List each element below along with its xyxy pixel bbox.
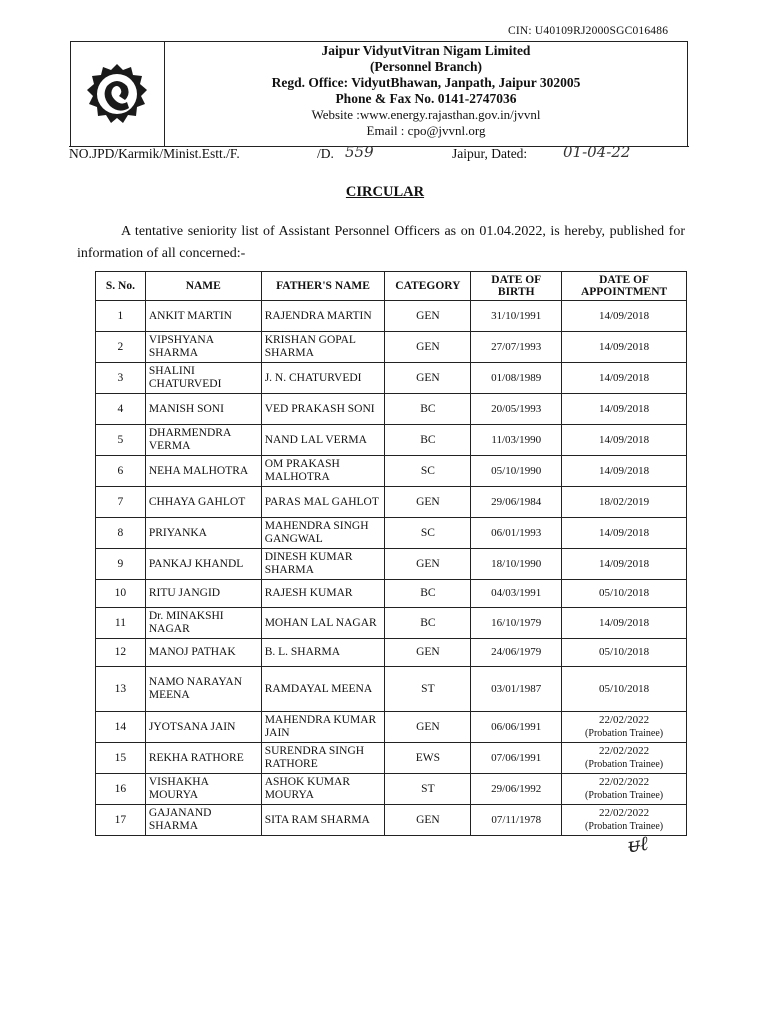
website: Website :www.energy.rajasthan.gov.in/jvvnl: [311, 107, 541, 122]
cell-category: BC: [385, 425, 471, 456]
cell-category: BC: [385, 394, 471, 425]
table-row: [96, 425, 687, 456]
appointment-date: 22/02/2022: [599, 745, 650, 757]
cell-category: GEN: [385, 712, 471, 743]
cell-doa: 14/09/2018: [562, 394, 687, 425]
cell-dob: 05/10/1990: [471, 456, 562, 487]
page-title: CIRCULAR: [345, 184, 425, 200]
cell-dob: 01/08/1989: [471, 363, 562, 394]
table-row: [96, 394, 687, 425]
phone-fax: Phone & Fax No. 0141-2747036: [335, 91, 517, 106]
cell-name: VISHAKHA MOURYA: [145, 774, 261, 805]
table-row: [96, 639, 687, 667]
table-row: [96, 301, 687, 332]
cell-dob: 27/07/1993: [471, 332, 562, 363]
cell-father: NAND LAL VERMA: [261, 425, 385, 456]
cell-category: GEN: [385, 549, 471, 580]
cell-sno: 7: [96, 487, 146, 518]
table-row: [96, 487, 687, 518]
seniority-table: [95, 271, 687, 836]
cell-father: J. N. CHATURVEDI: [261, 363, 385, 394]
table-row: [96, 743, 687, 774]
cell-name: VIPSHYANA SHARMA: [145, 332, 261, 363]
header-name: NAME: [145, 272, 261, 301]
cell-category: ST: [385, 667, 471, 712]
cell-father: MAHENDRA SINGH GANGWAL: [261, 518, 385, 549]
jvvnl-gear-logo-icon: [85, 62, 149, 126]
cell-name: NAMO NARAYAN MEENA: [145, 667, 261, 712]
cell-name: NEHA MALHOTRA: [145, 456, 261, 487]
cell-doa: 18/02/2019: [562, 487, 687, 518]
cell-sno: 13: [96, 667, 146, 712]
probation-note: (Probation Trainee): [585, 759, 664, 770]
cell-doa: [562, 774, 687, 805]
cell-father: KRISHAN GOPAL SHARMA: [261, 332, 385, 363]
cell-dob: 24/06/1979: [471, 639, 562, 667]
letterhead: [70, 41, 688, 146]
header-doa: DATE OF APPOINTMENT: [562, 272, 687, 301]
appointment-date: 22/02/2022: [599, 807, 650, 819]
table-row: [96, 518, 687, 549]
cell-category: GEN: [385, 487, 471, 518]
probation-note: (Probation Trainee): [585, 821, 664, 832]
cell-category: GEN: [385, 363, 471, 394]
cell-father: VED PRAKASH SONI: [261, 394, 385, 425]
cell-category: GEN: [385, 301, 471, 332]
cell-name: MANOJ PATHAK: [145, 639, 261, 667]
cell-sno: 4: [96, 394, 146, 425]
cell-doa: 14/09/2018: [562, 332, 687, 363]
cell-doa: [562, 712, 687, 743]
cell-doa: 05/10/2018: [562, 639, 687, 667]
cell-sno: 12: [96, 639, 146, 667]
probation-note: (Probation Trainee): [585, 728, 664, 739]
cell-father: MAHENDRA KUMAR JAIN: [261, 712, 385, 743]
cin-number: CIN: U40109RJ2000SGC016486: [508, 25, 669, 37]
header-sno: S. No.: [96, 272, 146, 301]
cell-category: SC: [385, 456, 471, 487]
cell-doa: 14/09/2018: [562, 425, 687, 456]
header-father: FATHER'S NAME: [261, 272, 385, 301]
letterhead-text: [165, 43, 687, 139]
email: Email : cpo@jvvnl.org: [366, 123, 486, 138]
cell-dob: 31/10/1991: [471, 301, 562, 332]
cell-doa: 14/09/2018: [562, 518, 687, 549]
table-row: [96, 580, 687, 608]
table-row: [96, 712, 687, 743]
table-row: [96, 608, 687, 639]
cell-doa: [562, 743, 687, 774]
cell-category: EWS: [385, 743, 471, 774]
table-header-row: [96, 272, 687, 301]
cell-name: JYOTSANA JAIN: [145, 712, 261, 743]
cell-sno: 17: [96, 805, 146, 836]
cell-sno: 10: [96, 580, 146, 608]
cell-dob: 04/03/1991: [471, 580, 562, 608]
cell-name: MANISH SONI: [145, 394, 261, 425]
cell-father: SURENDRA SINGH RATHORE: [261, 743, 385, 774]
cell-doa: 14/09/2018: [562, 301, 687, 332]
intro-text: A tentative seniority list of Assistant Personnel Officers as on 01.04.2022, is hereby, published for information of all concerned:-: [77, 224, 685, 261]
cell-sno: 9: [96, 549, 146, 580]
cell-father: RAJESH KUMAR: [261, 580, 385, 608]
cell-father: DINESH KUMAR SHARMA: [261, 549, 385, 580]
d-label: /D.: [317, 146, 334, 161]
cell-sno: 16: [96, 774, 146, 805]
cell-doa: 14/09/2018: [562, 363, 687, 394]
table-row: [96, 667, 687, 712]
appointment-date: 22/02/2022: [599, 714, 650, 726]
table-row: [96, 805, 687, 836]
place-date-label: Jaipur, Dated:: [452, 146, 528, 161]
cell-name: SHALINI CHATURVEDI: [145, 363, 261, 394]
probation-note: (Probation Trainee): [585, 790, 664, 801]
cell-category: GEN: [385, 805, 471, 836]
cell-father: ASHOK KUMAR MOURYA: [261, 774, 385, 805]
cell-doa: 05/10/2018: [562, 667, 687, 712]
cell-dob: 29/06/1992: [471, 774, 562, 805]
signature-initials: ᵾℓ: [626, 830, 650, 858]
cell-doa: 14/09/2018: [562, 456, 687, 487]
cell-father: OM PRAKASH MALHOTRA: [261, 456, 385, 487]
cell-father: RAJENDRA MARTIN: [261, 301, 385, 332]
cell-doa: 14/09/2018: [562, 549, 687, 580]
cell-sno: 14: [96, 712, 146, 743]
cell-father: RAMDAYAL MEENA: [261, 667, 385, 712]
cell-name: CHHAYA GAHLOT: [145, 487, 261, 518]
header-category: CATEGORY: [385, 272, 471, 301]
cell-category: GEN: [385, 639, 471, 667]
cell-sno: 3: [96, 363, 146, 394]
cell-dob: 07/11/1978: [471, 805, 562, 836]
cell-sno: 11: [96, 608, 146, 639]
cell-name: ANKIT MARTIN: [145, 301, 261, 332]
cell-name: REKHA RATHORE: [145, 743, 261, 774]
cell-category: GEN: [385, 332, 471, 363]
logo-cell: [71, 42, 165, 146]
cell-sno: 1: [96, 301, 146, 332]
cell-sno: 15: [96, 743, 146, 774]
cell-dob: 03/01/1987: [471, 667, 562, 712]
cell-name: GAJANAND SHARMA: [145, 805, 261, 836]
cell-sno: 8: [96, 518, 146, 549]
cell-dob: 06/06/1991: [471, 712, 562, 743]
table-row: [96, 363, 687, 394]
cell-father: B. L. SHARMA: [261, 639, 385, 667]
cell-dob: 07/06/1991: [471, 743, 562, 774]
cell-dob: 11/03/1990: [471, 425, 562, 456]
cell-category: BC: [385, 580, 471, 608]
cell-name: Dr. MINAKSHI NAGAR: [145, 608, 261, 639]
appointment-date: 22/02/2022: [599, 776, 650, 788]
office-address: Regd. Office: VidyutBhawan, Janpath, Jaipur 302005: [271, 75, 581, 90]
cell-sno: 5: [96, 425, 146, 456]
branch-name: (Personnel Branch): [369, 59, 483, 74]
cell-name: PANKAJ KHANDL: [145, 549, 261, 580]
header-dob: DATE OF BIRTH: [471, 272, 562, 301]
cell-father: MOHAN LAL NAGAR: [261, 608, 385, 639]
intro-paragraph: [77, 221, 685, 265]
cell-doa: 14/09/2018: [562, 608, 687, 639]
cell-category: SC: [385, 518, 471, 549]
cell-dob: 20/05/1993: [471, 394, 562, 425]
reference-number: NO.JPD/Karmik/Minist.Estt./F.: [69, 146, 240, 161]
cell-dob: 29/06/1984: [471, 487, 562, 518]
cell-category: ST: [385, 774, 471, 805]
d-number-handwritten: 559: [345, 143, 374, 161]
table-row: [96, 549, 687, 580]
org-name: Jaipur VidyutVitran Nigam Limited: [321, 43, 531, 58]
cell-name: DHARMENDRA VERMA: [145, 425, 261, 456]
cell-name: PRIYANKA: [145, 518, 261, 549]
cell-dob: 16/10/1979: [471, 608, 562, 639]
table-row: [96, 774, 687, 805]
date-handwritten: 01-04-22: [563, 143, 631, 161]
table-row: [96, 332, 687, 363]
cell-doa: 05/10/2018: [562, 580, 687, 608]
cell-dob: 06/01/1993: [471, 518, 562, 549]
cell-doa: [562, 805, 687, 836]
cell-name: RITU JANGID: [145, 580, 261, 608]
cell-sno: 6: [96, 456, 146, 487]
table-row: [96, 456, 687, 487]
reference-line: [69, 143, 689, 164]
cell-category: BC: [385, 608, 471, 639]
cell-dob: 18/10/1990: [471, 549, 562, 580]
cell-father: PARAS MAL GAHLOT: [261, 487, 385, 518]
cell-father: SITA RAM SHARMA: [261, 805, 385, 836]
cell-sno: 2: [96, 332, 146, 363]
